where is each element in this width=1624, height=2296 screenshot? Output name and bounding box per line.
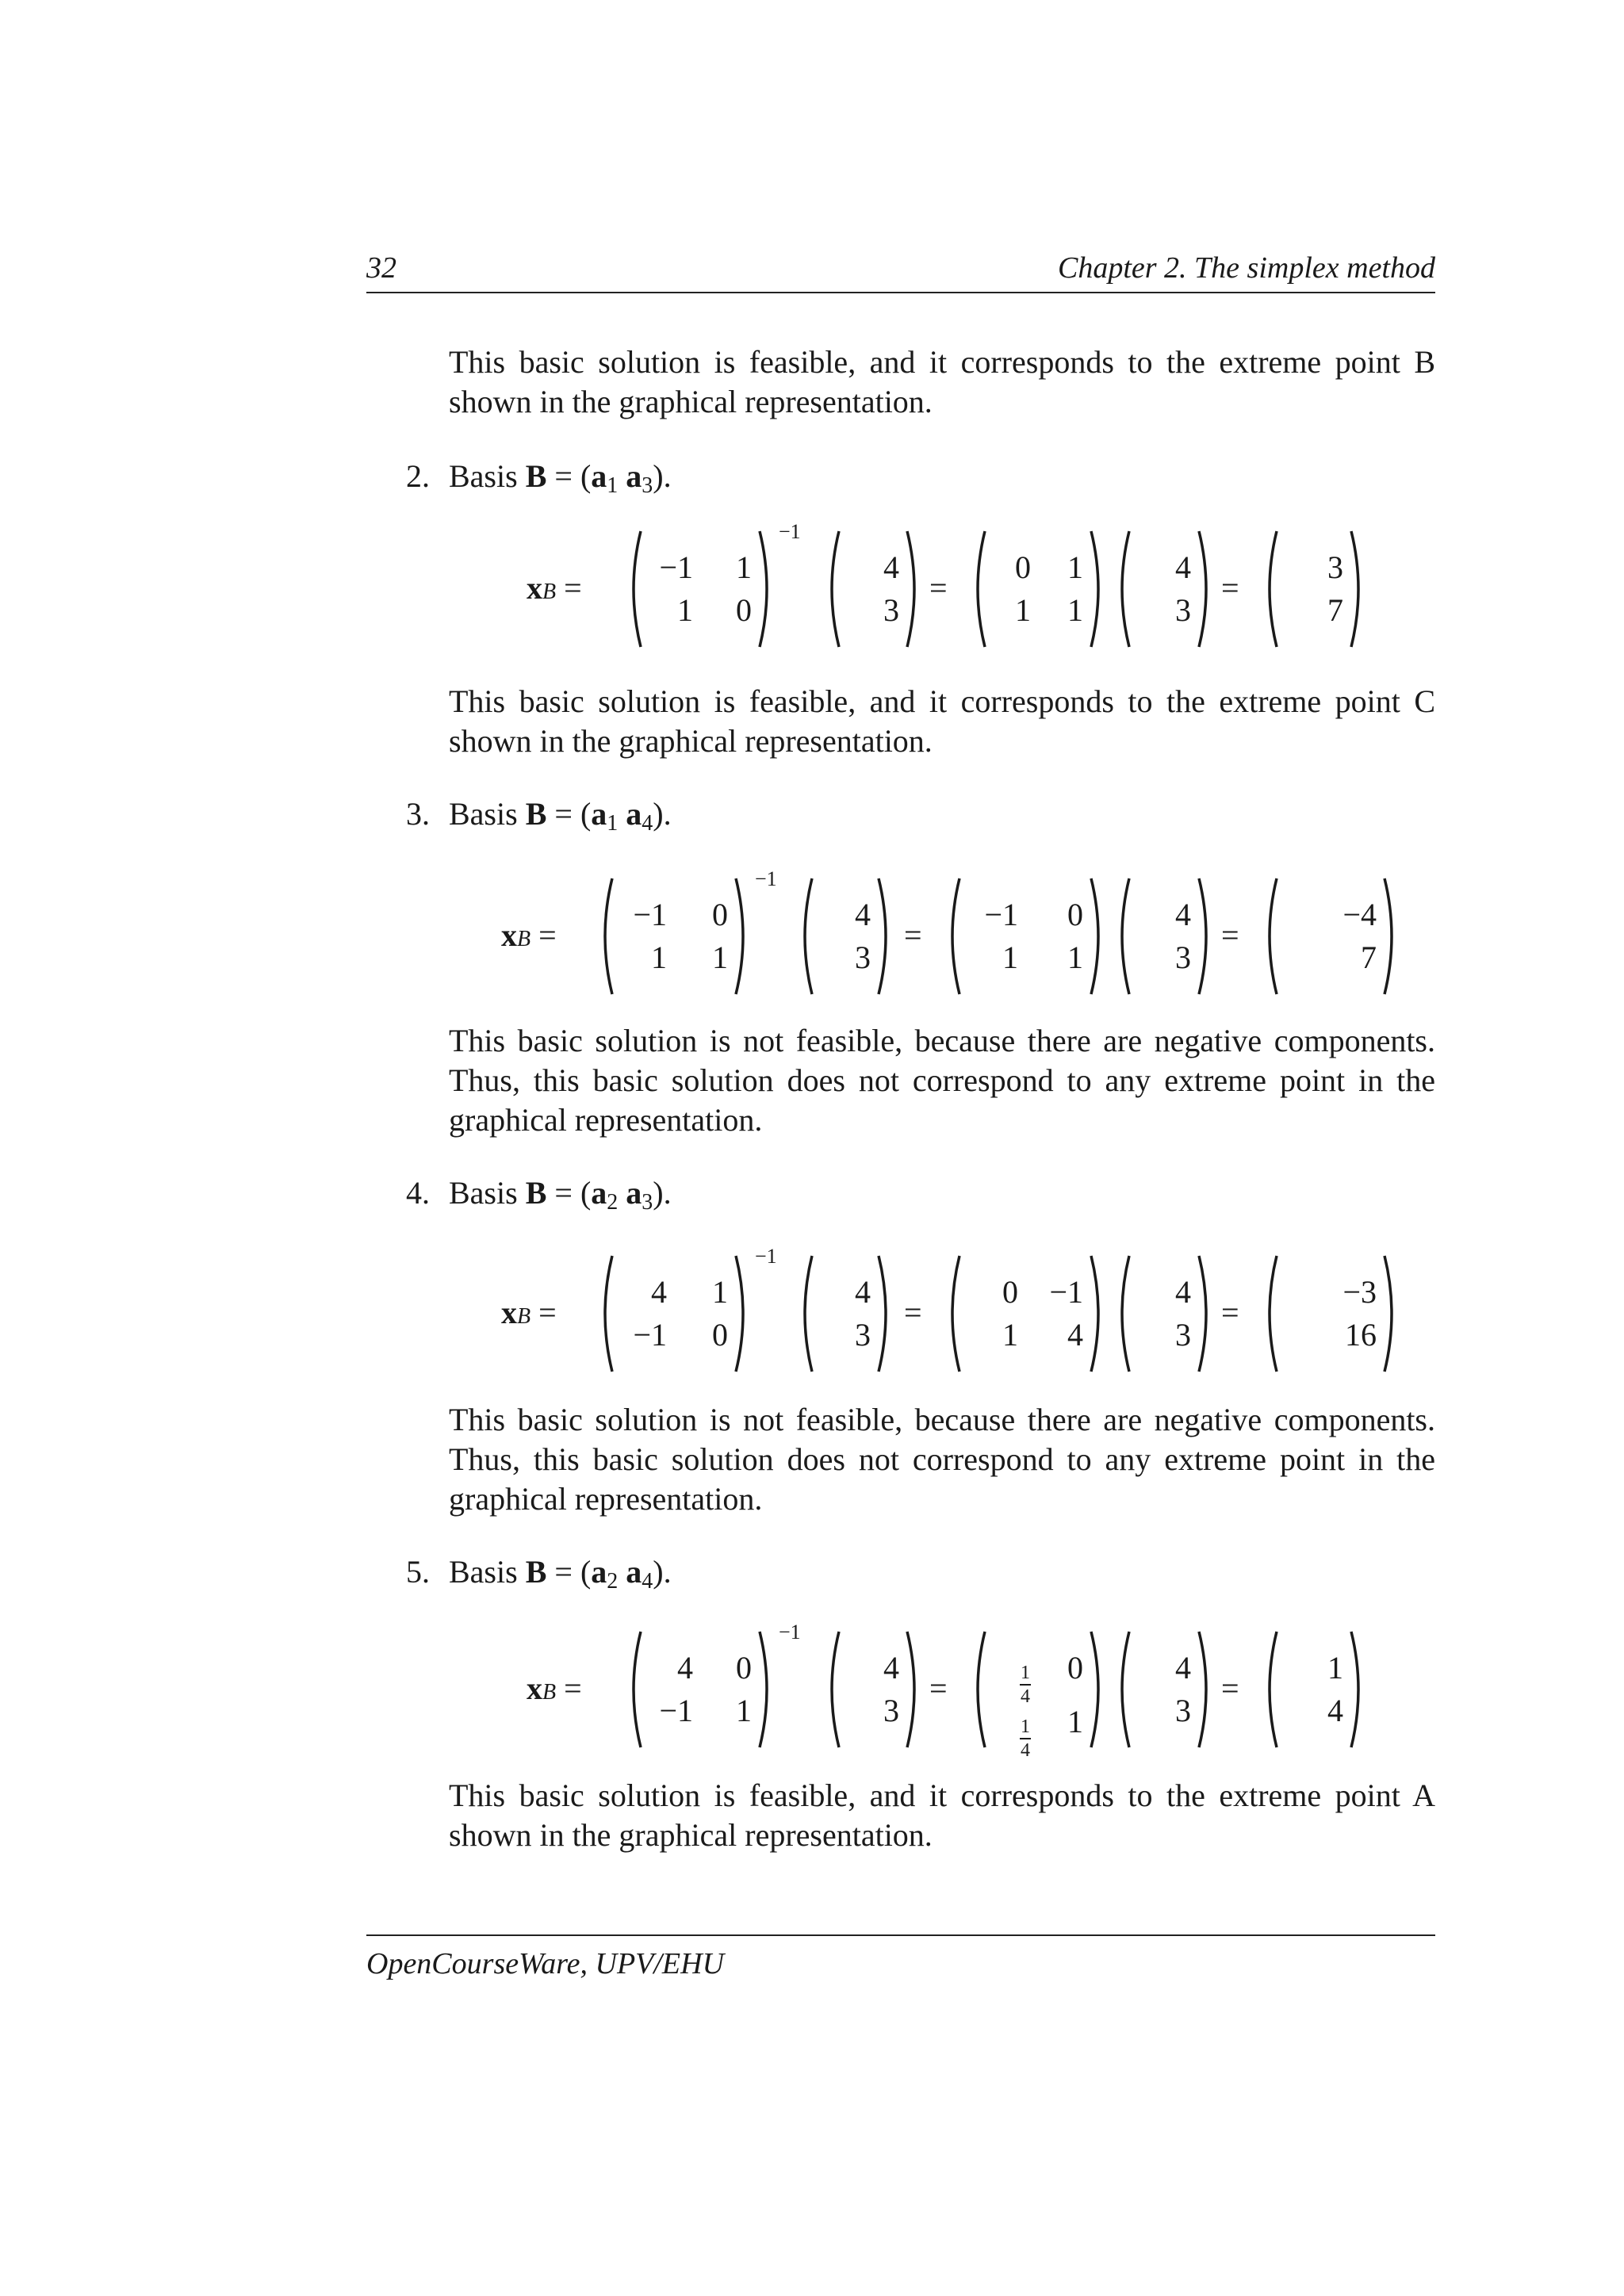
right-paren	[1088, 1630, 1107, 1749]
basis-matrix	[649, 549, 752, 628]
equals-sign: =	[904, 1295, 922, 1330]
paragraph-0: This basic solution is feasible, and it corresponds to the extreme point B shown in the graphical representation.	[449, 344, 1435, 419]
left-paren	[625, 530, 644, 649]
left-paren	[969, 1630, 988, 1749]
right-paren	[1196, 530, 1215, 649]
matrix-cell: −4	[1342, 897, 1377, 932]
left-paren	[1113, 530, 1132, 649]
matrix-cell: 4	[855, 1274, 871, 1310]
result-vector	[1285, 549, 1343, 628]
matrix-cell: 0	[712, 1317, 728, 1353]
matrix-cell: 7	[1327, 592, 1343, 628]
paragraph-3: This basic solution is not feasible, because there are negative components. Thus, this basic solution does not correspond to any extreme point in the graphical representation.	[449, 1402, 1435, 1517]
matrix-cell: 3	[1175, 1317, 1191, 1353]
right-paren	[756, 530, 776, 649]
matrix-cell: 1	[736, 1693, 752, 1728]
left-paren	[625, 1630, 644, 1749]
matrix-cell: 0	[736, 1650, 752, 1686]
left-paren	[1261, 877, 1280, 996]
left-paren	[596, 877, 615, 996]
inverse-exponent: −1	[755, 1245, 777, 1268]
matrix-cell: −1	[633, 897, 667, 932]
matrix-cell: 0	[736, 592, 752, 628]
right-paren	[875, 877, 894, 996]
left-paren	[1113, 877, 1132, 996]
x-b-label: xB =	[527, 570, 582, 606]
matrix-cell: 1	[651, 939, 667, 975]
right-paren	[1381, 1254, 1400, 1373]
matrix-cell: 1	[1327, 1650, 1343, 1686]
inverse-matrix	[993, 1650, 1083, 1761]
equals-sign: =	[929, 1670, 948, 1706]
b-vector	[1137, 549, 1191, 628]
item-basis-3: 3. Basis $B = (a_1$ $a_4$).	[406, 796, 672, 836]
paragraph-2: This basic solution is not feasible, because there are negative components. Thus, this basic solution does not correspond to any extreme point in the graphical representation.	[449, 1023, 1435, 1138]
matrix-cell: 4	[1175, 549, 1191, 585]
matrix-cell: 0	[1067, 897, 1083, 932]
right-paren	[1196, 1254, 1215, 1373]
matrix-cell: 3	[855, 939, 871, 975]
paragraph-4: This basic solution is feasible, and it corresponds to the extreme point A shown in the graphical representation.	[449, 1777, 1435, 1853]
paragraph-1: This basic solution is feasible, and it corresponds to the extreme point C shown in the graphical representation.	[449, 683, 1435, 759]
matrix-cell: 4	[1327, 1693, 1343, 1728]
matrix-cell: 7	[1361, 939, 1377, 975]
right-paren	[1381, 877, 1400, 996]
basis-matrix	[620, 1276, 728, 1351]
inverse-matrix	[967, 1276, 1083, 1351]
left-paren	[1113, 1254, 1132, 1373]
matrix-cell: 1	[736, 549, 752, 585]
matrix-cell: 4	[1175, 1650, 1191, 1686]
item-basis-5: 5. Basis $B = (a_2$ $a_4$).	[406, 1554, 672, 1594]
inverse-exponent: −1	[779, 1621, 801, 1644]
matrix-cell: 1	[1002, 1317, 1018, 1353]
equation-basis-4	[0, 1246, 1624, 1381]
left-paren	[1113, 1630, 1132, 1749]
b-vector	[847, 1652, 899, 1727]
matrix-cell: 4	[651, 1274, 667, 1310]
matrix-cell: 3	[883, 1693, 899, 1728]
right-paren	[1348, 1630, 1367, 1749]
matrix-cell: 1	[1015, 592, 1031, 628]
equation-basis-3	[0, 869, 1624, 1004]
matrix-cell: −1	[659, 1693, 693, 1728]
matrix-cell: 3	[1175, 939, 1191, 975]
b-vector	[1137, 899, 1191, 974]
inverse-matrix	[967, 899, 1083, 974]
right-paren	[875, 1254, 894, 1373]
equals-sign: =	[1221, 917, 1239, 953]
inverse-exponent: −1	[779, 520, 801, 543]
matrix-cell: 4	[1067, 1317, 1083, 1353]
matrix-cell: −3	[1342, 1274, 1377, 1310]
matrix-cell: $\frac{1}{4}$	[1021, 1663, 1030, 1707]
footer-text: OpenCourseWare, UPV/EHU	[366, 1947, 725, 1980]
b-vector	[847, 549, 899, 628]
equation-basis-2	[0, 522, 1624, 656]
matrix-cell: 3	[855, 1317, 871, 1353]
b-vector	[820, 1276, 871, 1351]
x-b-label: xB =	[527, 1670, 582, 1706]
right-paren	[1088, 877, 1107, 996]
matrix-cell: $\frac{1}{4}$	[1021, 1716, 1030, 1761]
equation-basis-5	[0, 1621, 1624, 1761]
matrix-cell: 4	[1175, 1274, 1191, 1310]
left-paren	[1261, 1254, 1280, 1373]
matrix-cell: 0	[712, 897, 728, 932]
left-paren	[1261, 530, 1280, 649]
left-paren	[596, 1254, 615, 1373]
matrix-cell: −1	[659, 549, 693, 585]
basis-matrix	[649, 1652, 752, 1727]
inverse-matrix	[993, 549, 1083, 628]
b-vector	[820, 899, 871, 974]
left-paren	[944, 1254, 963, 1373]
b-vector	[1137, 1652, 1191, 1727]
matrix-cell: 3	[1327, 549, 1343, 585]
equals-sign: =	[1221, 1670, 1239, 1706]
basis-matrix	[620, 899, 728, 974]
b-vector	[1137, 1276, 1191, 1351]
right-paren	[1348, 530, 1367, 649]
right-paren	[1088, 1254, 1107, 1373]
matrix-cell: 16	[1345, 1317, 1377, 1353]
left-paren	[823, 1630, 842, 1749]
equals-sign: =	[929, 570, 948, 606]
matrix-cell: −1	[984, 897, 1018, 932]
matrix-cell: 4	[1175, 897, 1191, 932]
x-b-label: xB =	[501, 917, 557, 953]
left-paren	[1261, 1630, 1280, 1749]
left-paren	[796, 1254, 815, 1373]
right-paren	[1088, 530, 1107, 649]
matrix-cell: 1	[1067, 1704, 1083, 1739]
chapter-title: Chapter 2. The simplex method	[1057, 251, 1435, 285]
matrix-cell: 0	[1002, 1274, 1018, 1310]
left-paren	[969, 530, 988, 649]
matrix-cell: 0	[1015, 549, 1031, 585]
right-paren	[733, 1254, 752, 1373]
right-paren	[1196, 1630, 1215, 1749]
page-number: 32	[366, 251, 396, 285]
matrix-cell: 0	[1067, 1650, 1083, 1686]
matrix-cell: 1	[712, 1274, 728, 1310]
matrix-cell: 1	[712, 939, 728, 975]
item-basis-4: 4. Basis $B = (a_2$ $a_3$).	[406, 1175, 672, 1215]
right-paren	[756, 1630, 776, 1749]
x-b-label: xB =	[501, 1295, 557, 1330]
matrix-cell: 1	[677, 592, 693, 628]
result-vector	[1285, 1276, 1377, 1351]
item-basis-2: 2. Basis $B = (a_1$ $a_3$).	[406, 458, 672, 498]
matrix-cell: −1	[633, 1317, 667, 1353]
left-paren	[944, 877, 963, 996]
right-paren	[1196, 877, 1215, 996]
inverse-exponent: −1	[755, 867, 777, 890]
result-vector	[1285, 899, 1377, 974]
matrix-cell: 1	[1067, 592, 1083, 628]
matrix-cell: 4	[883, 549, 899, 585]
matrix-cell: 3	[883, 592, 899, 628]
matrix-cell: 4	[677, 1650, 693, 1686]
matrix-cell: 4	[883, 1650, 899, 1686]
matrix-cell: −1	[1049, 1274, 1083, 1310]
running-header	[366, 251, 1435, 293]
equals-sign: =	[1221, 570, 1239, 606]
matrix-cell: 1	[1067, 939, 1083, 975]
matrix-cell: 4	[855, 897, 871, 932]
equals-sign: =	[1221, 1295, 1239, 1330]
matrix-cell: 1	[1002, 939, 1018, 975]
result-vector	[1285, 1652, 1343, 1727]
left-paren	[823, 530, 842, 649]
matrix-cell: 3	[1175, 1693, 1191, 1728]
equals-sign: =	[904, 917, 922, 953]
right-paren	[904, 530, 923, 649]
matrix-cell: 1	[1067, 549, 1083, 585]
footer-rule	[366, 1934, 1435, 1936]
left-paren	[796, 877, 815, 996]
right-paren	[904, 1630, 923, 1749]
right-paren	[733, 877, 752, 996]
matrix-cell: 3	[1175, 592, 1191, 628]
